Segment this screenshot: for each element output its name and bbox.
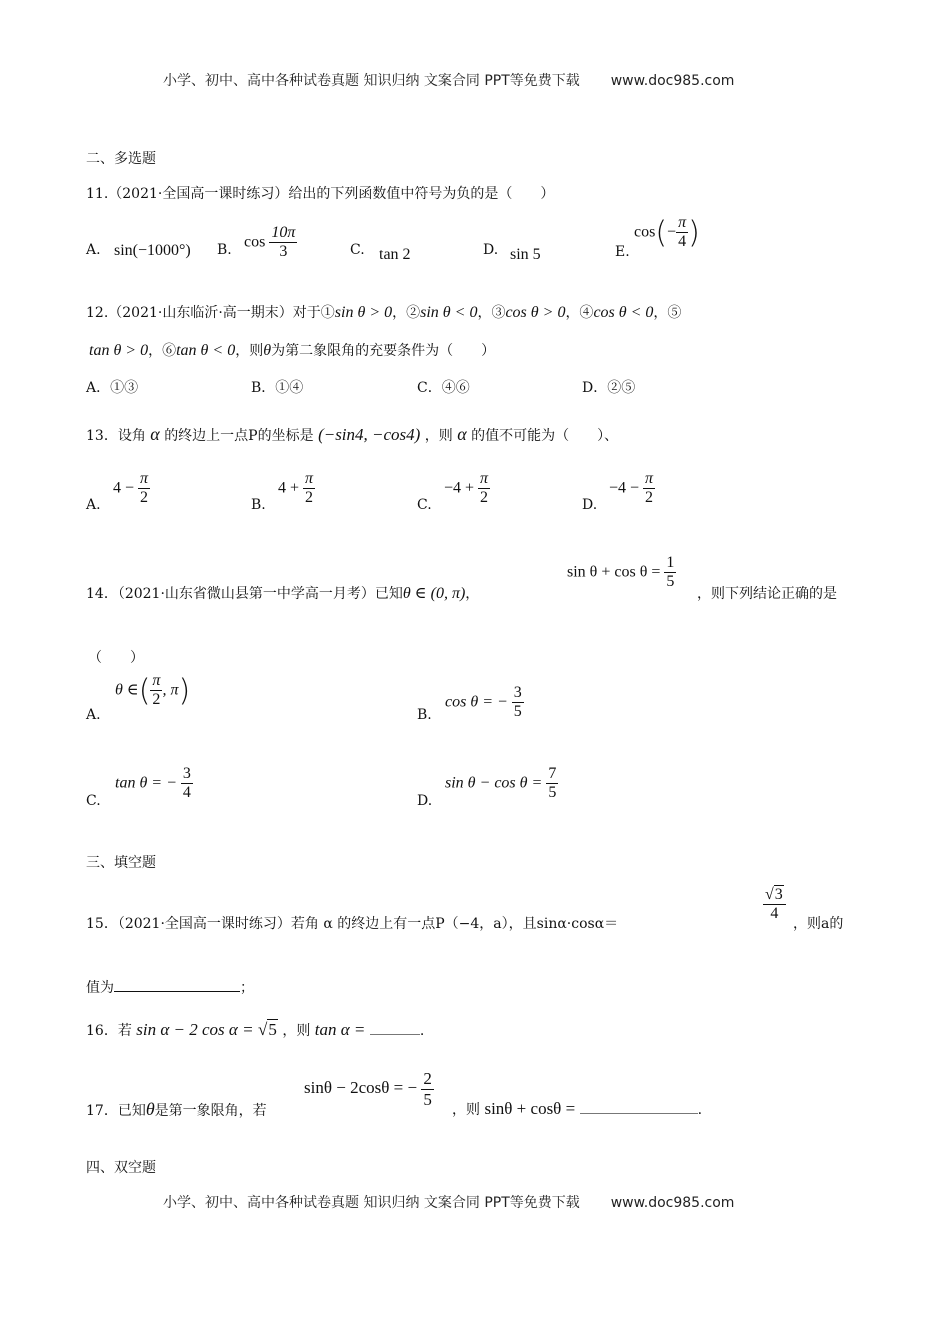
- q13-alpha-2: α: [457, 424, 467, 444]
- q13-d-den: 2: [645, 489, 654, 507]
- question-15-stem-a: 15．（2021·全国高一课时练习）若角 α 的终边上有一点P（−4，a），且sinα·cosα＝: [86, 916, 619, 932]
- q12-cond-5: tan θ > 0: [89, 342, 149, 359]
- q11-b-fn: cos: [244, 233, 266, 251]
- q17-expr-text: sinθ − 2cosθ = −: [304, 1077, 418, 1097]
- footer-url: www.doc985.com: [610, 1195, 735, 1211]
- q11-e-num: π: [676, 214, 688, 233]
- q14-cond-2: [567, 554, 676, 592]
- q15-den: 4: [770, 905, 779, 923]
- question-14-stem-a: [86, 583, 479, 603]
- section-title-double: 四、双空题: [86, 1160, 156, 1176]
- q11-option-a-expr: sin(−1000°): [114, 242, 191, 259]
- q14-paren: （ ）: [88, 650, 144, 666]
- q12-sep-3: ，③: [477, 305, 506, 321]
- q14-comma: ，: [465, 586, 480, 602]
- question-12-line2: [89, 340, 495, 360]
- q14-a-pre: θ ∈: [115, 681, 139, 699]
- q14-option-c-expr: [115, 765, 193, 803]
- page-footer: [163, 1192, 734, 1212]
- q12-cond-3: cos θ > 0: [505, 304, 566, 321]
- q14-option-a-label: A.: [86, 707, 101, 723]
- q12-cond-1: sin θ > 0: [334, 304, 393, 321]
- q12-sep-6: ，⑥: [148, 343, 177, 359]
- question-12-line1: [86, 302, 681, 322]
- q12-sep-4: ，④: [565, 305, 594, 321]
- q12-cond-2: sin θ < 0: [420, 304, 478, 321]
- q15-stem-b: ，则a的: [793, 916, 844, 932]
- q13-option-b-expr: [278, 470, 315, 508]
- q17-expr: [304, 1069, 434, 1109]
- q13-a-num: π: [138, 470, 150, 489]
- q14-d-lhs: sin θ − cos θ =: [445, 774, 543, 792]
- q14-c-den: 4: [182, 784, 191, 802]
- q14-b-den: 5: [513, 703, 522, 721]
- q12-sep-5: ，⑤: [653, 305, 682, 321]
- q13-a-pre: 4 −: [113, 479, 135, 497]
- q15-end: ；: [240, 980, 254, 996]
- q17-end: .: [697, 1102, 703, 1118]
- q13-stem-a: 13．设角: [86, 428, 146, 444]
- q12-sep-2: ，②: [392, 305, 421, 321]
- q12-option-d: D．②⑤: [582, 380, 636, 396]
- q13-c-den: 2: [480, 489, 489, 507]
- q12-theta: θ: [263, 342, 272, 359]
- q14-b-lhs: cos θ = −: [445, 693, 508, 711]
- q13-c-pre: −4 +: [444, 479, 475, 497]
- q11-e-den: 4: [678, 233, 687, 251]
- q13-stem-b: 的终边上一点P的坐标是: [164, 428, 314, 444]
- q13-option-a-expr: [113, 470, 150, 508]
- q16-stem-a: 16．若: [86, 1023, 132, 1039]
- q15-fraction: $\frac{√3}{4}$: [763, 885, 786, 924]
- q17-tail: [452, 1099, 702, 1119]
- q12-option-b: B．①④: [251, 380, 304, 396]
- q13-option-b-label: B.: [251, 497, 266, 513]
- footer-text: 小学、初中、高中各种试卷真题 知识归纳 文案合同 PPT等免费下载: [163, 1195, 580, 1211]
- q11-b-num: 10π: [269, 224, 297, 243]
- q14-d-den: 5: [548, 784, 557, 802]
- question-11-options: [86, 214, 846, 266]
- q15-line2-text: 值为: [86, 980, 114, 996]
- q14-a-num: π: [150, 672, 162, 691]
- q14-option-d-expr: [445, 765, 558, 803]
- q14-stem-a-text: 14．（2021·山东省微山县第一中学高一月考）已知: [86, 586, 403, 602]
- q16-answer-blank[interactable]: [370, 1034, 420, 1035]
- q11-b-den: 3: [279, 243, 288, 261]
- q14-c-lhs: tan θ = −: [115, 774, 177, 792]
- q15-root: 3: [774, 886, 783, 903]
- q14-option-b-expr: [445, 684, 524, 722]
- q13-b-pre: 4 +: [278, 479, 300, 497]
- q14-option-a-expr: θ ∈( $\frac{\pi}{2}$ , π): [115, 672, 191, 709]
- q16-end: .: [419, 1023, 425, 1039]
- question-16: 16．若 sin α − 2 cos α = √5 ，则 tan α = .: [86, 1020, 425, 1039]
- q11-option-c-expr: tan 2: [379, 246, 411, 263]
- q13-c-num: π: [478, 470, 490, 489]
- question-17-stem-a: [86, 1099, 267, 1120]
- q13-option-c-label: C.: [417, 497, 432, 513]
- q11-option-e-expr: cos(− $\frac{\pi}{4}$ ): [634, 214, 700, 251]
- q16-ask: tan α =: [314, 1020, 366, 1039]
- q16-stem-b: ，则: [282, 1023, 311, 1039]
- q14-b-num: 3: [512, 684, 524, 703]
- q14-cond-2-lhs: sin θ + cos θ =: [567, 563, 661, 581]
- section-title-fill: 三、填空题: [86, 855, 156, 871]
- q13-option-d-expr: [609, 470, 655, 508]
- header-url: www.doc985.com: [610, 73, 735, 89]
- q11-option-b-expr: [244, 224, 297, 262]
- q11-e-fn: cos: [634, 223, 656, 241]
- q14-cond-2-den: 5: [666, 573, 675, 591]
- q14-option-b-label: B.: [417, 707, 432, 723]
- q17-stem-a-text: 17．已知: [86, 1103, 146, 1119]
- q13-stem-c: ，则: [424, 428, 453, 444]
- q13-d-num: π: [643, 470, 655, 489]
- question-11-stem: 11.（2021·全国高一课时练习）给出的下列函数值中符号为负的是（ ）: [86, 186, 555, 202]
- q11-option-a-label: A.: [86, 242, 101, 258]
- q14-a-post: , π: [162, 681, 179, 699]
- q16-expr: sin α − 2 cos α =: [136, 1020, 254, 1039]
- question-13-stem: [86, 424, 618, 445]
- q15-answer-blank[interactable]: [114, 991, 240, 992]
- q12-option-a: A．①③: [86, 380, 139, 396]
- q11-option-c-label: C.: [350, 242, 365, 258]
- q13-point: (−sin4, −cos4): [318, 425, 421, 444]
- q13-a-den: 2: [140, 489, 149, 507]
- q11-e-sign: −: [667, 223, 677, 241]
- q12-tail: 为第二象限角的充要条件为（ ）: [271, 343, 496, 359]
- q12-option-c: C．④⑥: [417, 380, 470, 396]
- q13-d-pre: −4 −: [609, 479, 640, 497]
- q12-cond-6: tan θ < 0: [176, 342, 236, 359]
- q13-option-a-label: A.: [86, 497, 101, 513]
- q14-cond-2-num: 1: [664, 554, 676, 573]
- header-text: 小学、初中、高中各种试卷真题 知识归纳 文案合同 PPT等免费下载: [163, 73, 580, 89]
- q11-option-d-label: D.: [483, 242, 499, 258]
- q11-option-d-expr: sin 5: [510, 246, 541, 263]
- q17-ask: sinθ + cosθ =: [484, 1099, 576, 1118]
- q12-cond-4: cos θ < 0: [593, 304, 654, 321]
- q17-num: 2: [423, 1069, 432, 1088]
- q14-d-num: 7: [546, 765, 558, 784]
- q14-a-den: 2: [152, 691, 161, 709]
- section-title-multi: 二、多选题: [86, 151, 156, 167]
- q17-theta: θ: [145, 1099, 155, 1119]
- q17-stem-b: 是第一象限角，若: [154, 1103, 267, 1119]
- q14-option-c-label: C.: [86, 793, 101, 809]
- q12-stem: 12.（2021·山东临沂·高一期末）对于①: [86, 305, 335, 321]
- q13-b-den: 2: [305, 489, 314, 507]
- q12-mid: ，则: [235, 343, 264, 359]
- q13-stem-d: 的值不可能为（ ）、: [471, 428, 619, 444]
- q13-b-num: π: [303, 470, 315, 489]
- q11-option-e-label: E.: [615, 244, 630, 260]
- q14-cond-1: θ ∈ (0, π): [402, 585, 466, 602]
- q15-line-2: [86, 977, 254, 997]
- q13-option-c-expr: [444, 470, 490, 508]
- q17-answer-blank[interactable]: [580, 1113, 698, 1114]
- q16-root: 5: [268, 1020, 277, 1039]
- q14-c-num: 3: [181, 765, 193, 784]
- q14-stem-b: ，则下列结论正确的是: [697, 586, 837, 602]
- page-header: [163, 70, 734, 90]
- q17-stem-c: ，则: [452, 1102, 480, 1118]
- q14-option-d-label: D.: [417, 793, 433, 809]
- q13-alpha: α: [150, 424, 160, 444]
- q13-option-d-label: D.: [582, 497, 598, 513]
- q11-option-b-label: B.: [217, 242, 232, 258]
- q17-den: 5: [423, 1089, 432, 1109]
